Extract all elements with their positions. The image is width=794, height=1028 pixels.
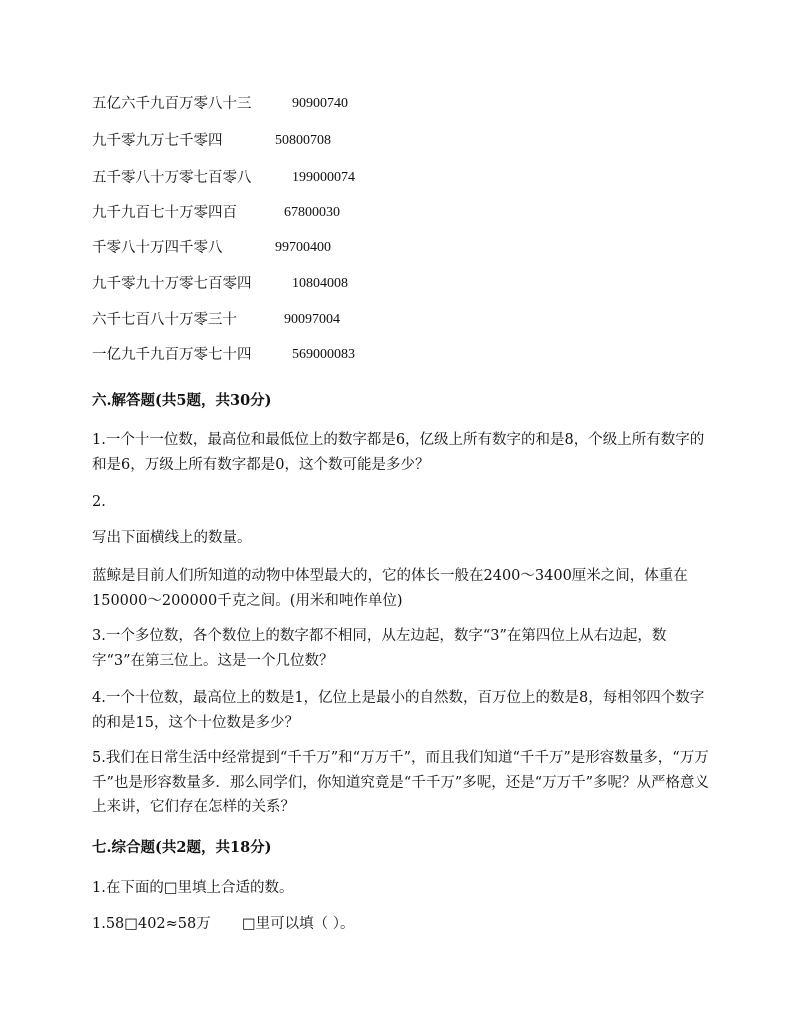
- question-paragraph: 5.我们在日常生活中经常提到“千千万”和“万万千”，而且我们知道“千千万”是形容数量多，“万万千”也是形容数量多．那么同学们，你知道究竟是“千千万”多呢，还是“万万千”多呢？从严格意义上来讲，它们存在怎样的关系？: [92, 750, 710, 815]
- question-paragraph: 蓝鲸是目前人们所知道的动物中体型最大的，它的体长一般在2400～3400厘米之间，体重在150000～200000千克之间。(用米和吨作单位): [92, 568, 688, 609]
- match-left: 一亿九千九百万零七十四: [92, 347, 252, 363]
- match-left: 六千七百八十万零三十: [92, 312, 237, 328]
- match-right: 569000083: [292, 347, 355, 362]
- question-number: 2.: [92, 494, 106, 510]
- match-left: 九千零九十万零七百零四: [92, 276, 252, 292]
- section-heading: 六.解答题(共5题，共30分): [92, 392, 272, 409]
- match-left: 九千零九万七千零四: [92, 133, 223, 149]
- match-right: 90900740: [292, 96, 348, 111]
- sub-question-expression: 1.58□402≈58万: [92, 916, 211, 932]
- question-paragraph: 3.一个多位数，各个数位上的数字都不相同，从左边起，数字“3”在第四位上从右边起，数字“3”在第三位上。这是一个几位数？: [92, 628, 667, 669]
- match-right: 199000074: [292, 170, 355, 185]
- sub-question-blank: □里可以填（ ）。: [241, 916, 355, 932]
- section-heading: 七.综合题(共2题，共18分): [92, 839, 272, 856]
- question-paragraph: 4.一个十位数，最高位上的数是1，亿位上是最小的自然数，百万位上的数是8，每相邻四个数字的和是15，这个十位数是多少？: [92, 690, 705, 731]
- match-right: 90097004: [284, 312, 340, 327]
- match-left: 九千九百七十万零四百: [92, 205, 237, 221]
- match-right: 99700400: [275, 240, 331, 255]
- match-left: 千零八十万四千零八: [92, 240, 223, 256]
- question-paragraph: 1.一个十一位数，最高位和最低位上的数字都是6，亿级上所有数字的和是8，个级上所有数字的和是6，万级上所有数字都是0，这个数可能是多少？: [92, 432, 705, 473]
- sub-question: [92, 912, 355, 937]
- match-right: 50800708: [275, 133, 331, 148]
- match-left: 五亿六千九百万零八十三: [92, 96, 252, 112]
- question-intro: 写出下面横线上的数量。: [92, 530, 252, 546]
- match-right: 10804008: [292, 276, 348, 291]
- match-right: 67800030: [284, 205, 340, 220]
- question-paragraph: 1.在下面的□里填上合适的数。: [92, 880, 294, 896]
- match-left: 五千零八十万零七百零八: [92, 170, 252, 186]
